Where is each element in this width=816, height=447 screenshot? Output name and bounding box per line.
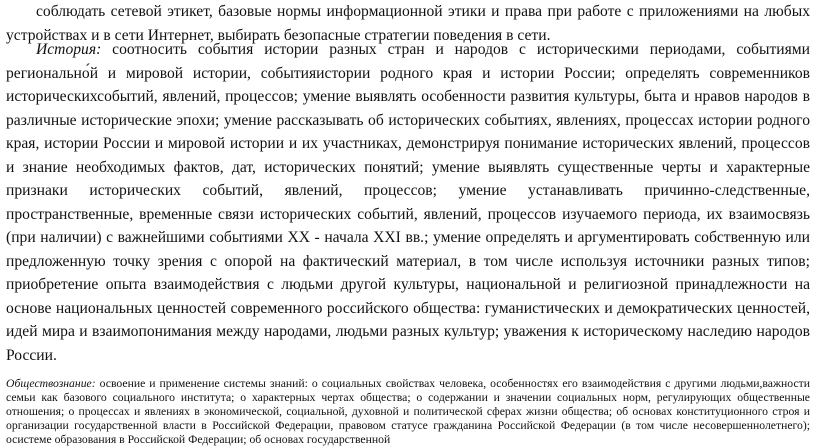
paragraph-text: соблюдать сетевой этикет, базовые нормы информационной этики и права при работе с приложениями на любых устройствах и в сети Интернет, выбирать безопасные стратегии поведения в сети. — [6, 3, 810, 44]
subject-label-history: История: — [36, 41, 102, 58]
paragraph-social-studies — [6, 377, 810, 447]
subject-label-social-studies: Обществознание: — [6, 377, 96, 390]
paragraph-text: соотносить события истории разных стран и народов с историческими периодами, событиями регионально́й и мировой истории, событияистории родного края и истории России; определять современников историческихсобытий, явлений, процессов; умение выявлять особенности развития культуры, быта и нравов народов в различные исторические эпохи; умение рассказывать об исторических событиях, явлениях, процессах истории родного края, истории России и мировой истории и их участниках, демонстрируя понимание исторических явлений, процессов и знание необходимых фактов, дат, исторических понятий; умение выявлять существенные черты и характерные признаки исторических событий, явлений, процессов; умение устанавливать причинно-следственные, пространственные, временные связи исторических событий, явлений, процессов изучаемого периода, их взаимосвязь (при наличии) с важнейшими событиями XX - начала XXI вв.; умение определять и аргументировать собственную или предложенную точку зрения с опорой на фактический материал, в том числе используя источники разных типов; приобретение опыта взаимодействия с людьми другой культуры, национальной и религиозной принадлежности на основе национальных ценностей современного российского общества: гуманистических и демократических ценностей, идей мира и взаимопонимания между народами, людьми разных культур; уважения к историческому наследию народов России. — [6, 41, 810, 364]
paragraph-text: освоение и применение системы знаний: о социальных свойствах человека, особенностях его взаимодействия с другими людьми,важности семьи как базового социального института; о характерных чертах общества; о содержании и значении социальных норм, регулирующих общественные отношения; о процессах и явлениях в экономической, социальной, духовной и политической сферах жизни общества; об основах конституционного строя и организации государственной власти в Российской Федерации, правовом статусе гражданина Российской Федерации (в том числе несовершеннолетнего); осистеме образования в Российской Федерации; об основах государственной — [6, 377, 810, 447]
paragraph-history — [6, 38, 810, 367]
